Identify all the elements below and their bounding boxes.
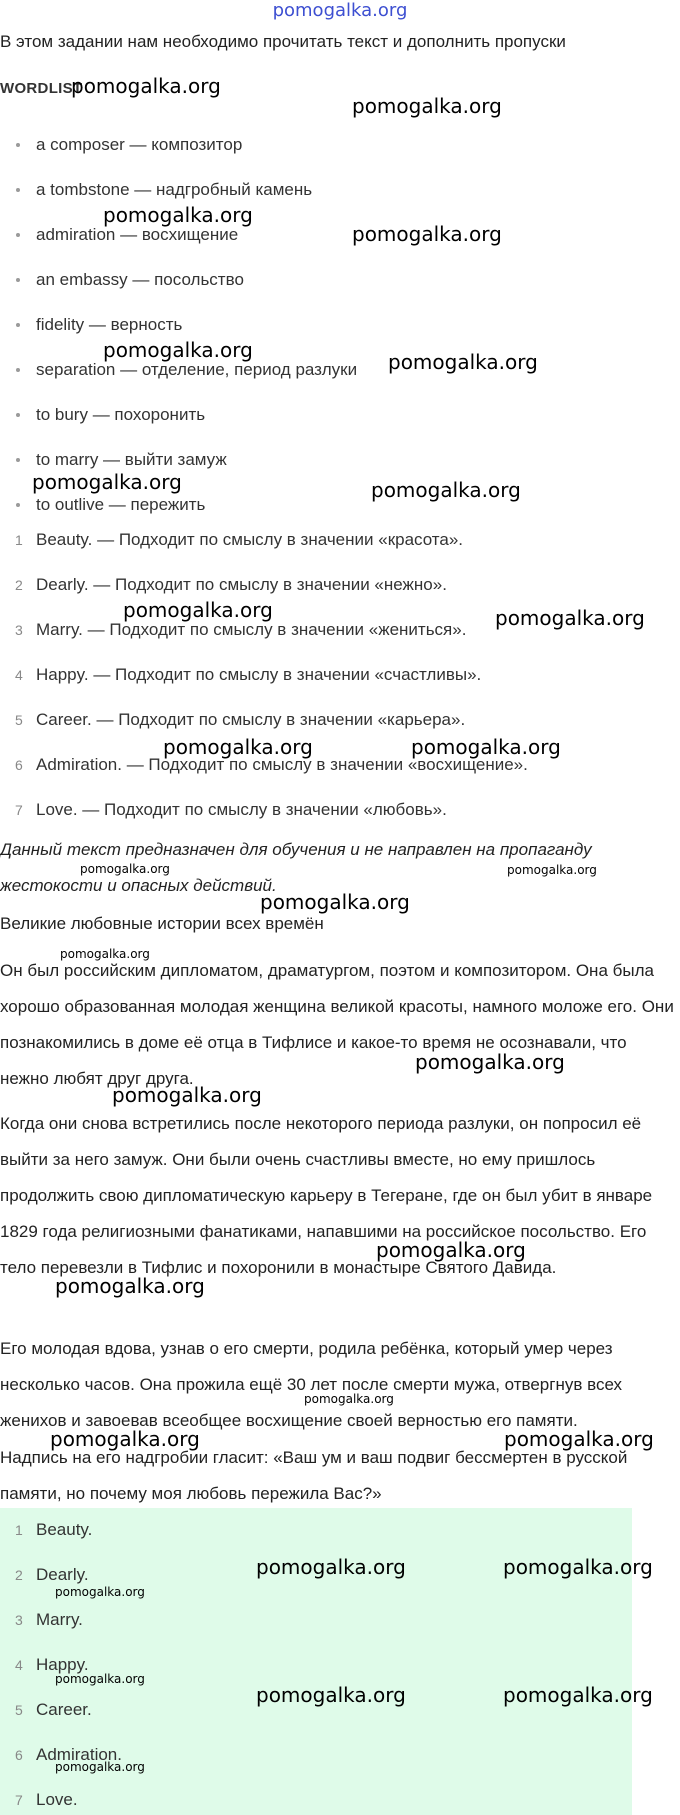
task-intro: В этом задании нам необходимо прочитать текст и дополнить пропуски	[0, 32, 566, 51]
story-paragraph: Когда они снова встретились после некоторого периода разлуки, он попросил её выйти за него замуж. Они были очень счастливы вместе, но ему пришлось продолжить свою дипломатическую карьеру в Тегеране, где он был убит в январе 1829 года религиозными фанатиками, напавшими на российское посольство. Его тело перевезли в Тифлис и похоронили в монастыре Святого Давида.	[0, 1114, 653, 1277]
watermark: pomogalka.org	[304, 1392, 394, 1406]
watermark: pomogalka.org	[503, 1683, 653, 1707]
watermark: pomogalka.org	[55, 1672, 145, 1686]
watermark: pomogalka.org	[256, 1555, 406, 1579]
bullet-icon	[16, 233, 20, 237]
watermark: pomogalka.org	[507, 863, 597, 877]
watermark: pomogalka.org	[80, 862, 170, 876]
watermark: pomogalka.org	[352, 94, 502, 118]
watermark: pomogalka.org	[411, 735, 561, 759]
watermark: pomogalka.org	[371, 478, 521, 502]
watermark: pomogalka.org	[55, 1274, 205, 1298]
bullet-icon	[16, 368, 20, 372]
watermark: pomogalka.org	[163, 735, 313, 759]
watermark: pomogalka.org	[504, 1427, 654, 1451]
watermark: pomogalka.org	[103, 203, 253, 227]
bullet-icon	[16, 503, 20, 507]
bullet-icon	[16, 188, 20, 192]
watermark: pomogalka.org	[112, 1083, 262, 1107]
bullet-icon	[16, 323, 20, 327]
watermark: pomogalka.org	[50, 1427, 200, 1451]
watermark: pomogalka.org	[388, 350, 538, 374]
disclaimer: Данный текст предназначен для обучения и не направлен на пропаганду жестокости и опасных действий.	[0, 840, 592, 895]
story-paragraph: Надпись на его надгробии гласит: «Ваш ум и ваш подвиг бессмертен в русской памяти, но почему моя любовь пережила Вас?»	[0, 1448, 628, 1503]
bullet-icon	[16, 278, 20, 282]
watermark: pomogalka.org	[55, 1760, 145, 1774]
watermark: pomogalka.org	[352, 222, 502, 246]
watermark: pomogalka.org	[495, 606, 645, 630]
site-logo[interactable]: pomogalka.org	[272, 0, 408, 21]
watermark: pomogalka.org	[256, 1683, 406, 1707]
watermark: pomogalka.org	[376, 1238, 526, 1262]
bullet-icon	[16, 458, 20, 462]
story-title: Великие любовные истории всех времён	[0, 914, 324, 933]
watermark: pomogalka.org	[71, 74, 221, 98]
watermark: pomogalka.org	[60, 947, 150, 961]
watermark: pomogalka.org	[503, 1555, 653, 1579]
story-paragraph: Он был российским дипломатом, драматургом, поэтом и композитором. Она была хорошо образованная молодая женщина великой красоты, намного моложе его. Они познакомились в доме её отца в Тифлисе и какое-то время не осознавали, что нежно любят друг друга.	[0, 961, 674, 1088]
bullet-icon	[16, 143, 20, 147]
watermark: pomogalka.org	[415, 1050, 565, 1074]
watermark: pomogalka.org	[32, 470, 182, 494]
bullet-icon	[16, 413, 20, 417]
watermark: pomogalka.org	[260, 890, 410, 914]
watermark: pomogalka.org	[103, 338, 253, 362]
answers-block: 1 Beauty. 2 Dearly. 3 Marry. 4 Happy. 5 Career. 6 Admiration. 7 Love.	[0, 1508, 632, 1815]
wordlist-heading: WORDLIST	[0, 80, 83, 97]
story-paragraph: Его молодая вдова, узнав о его смерти, родила ребёнка, который умер через несколько часов. Она прожила ещё 30 лет после смерти мужа, отвергнув всех женихов и завоевав всеобщее восхищение своей верностью его памяти.	[0, 1339, 623, 1430]
watermark: pomogalka.org	[123, 598, 273, 622]
watermark: pomogalka.org	[55, 1585, 145, 1599]
